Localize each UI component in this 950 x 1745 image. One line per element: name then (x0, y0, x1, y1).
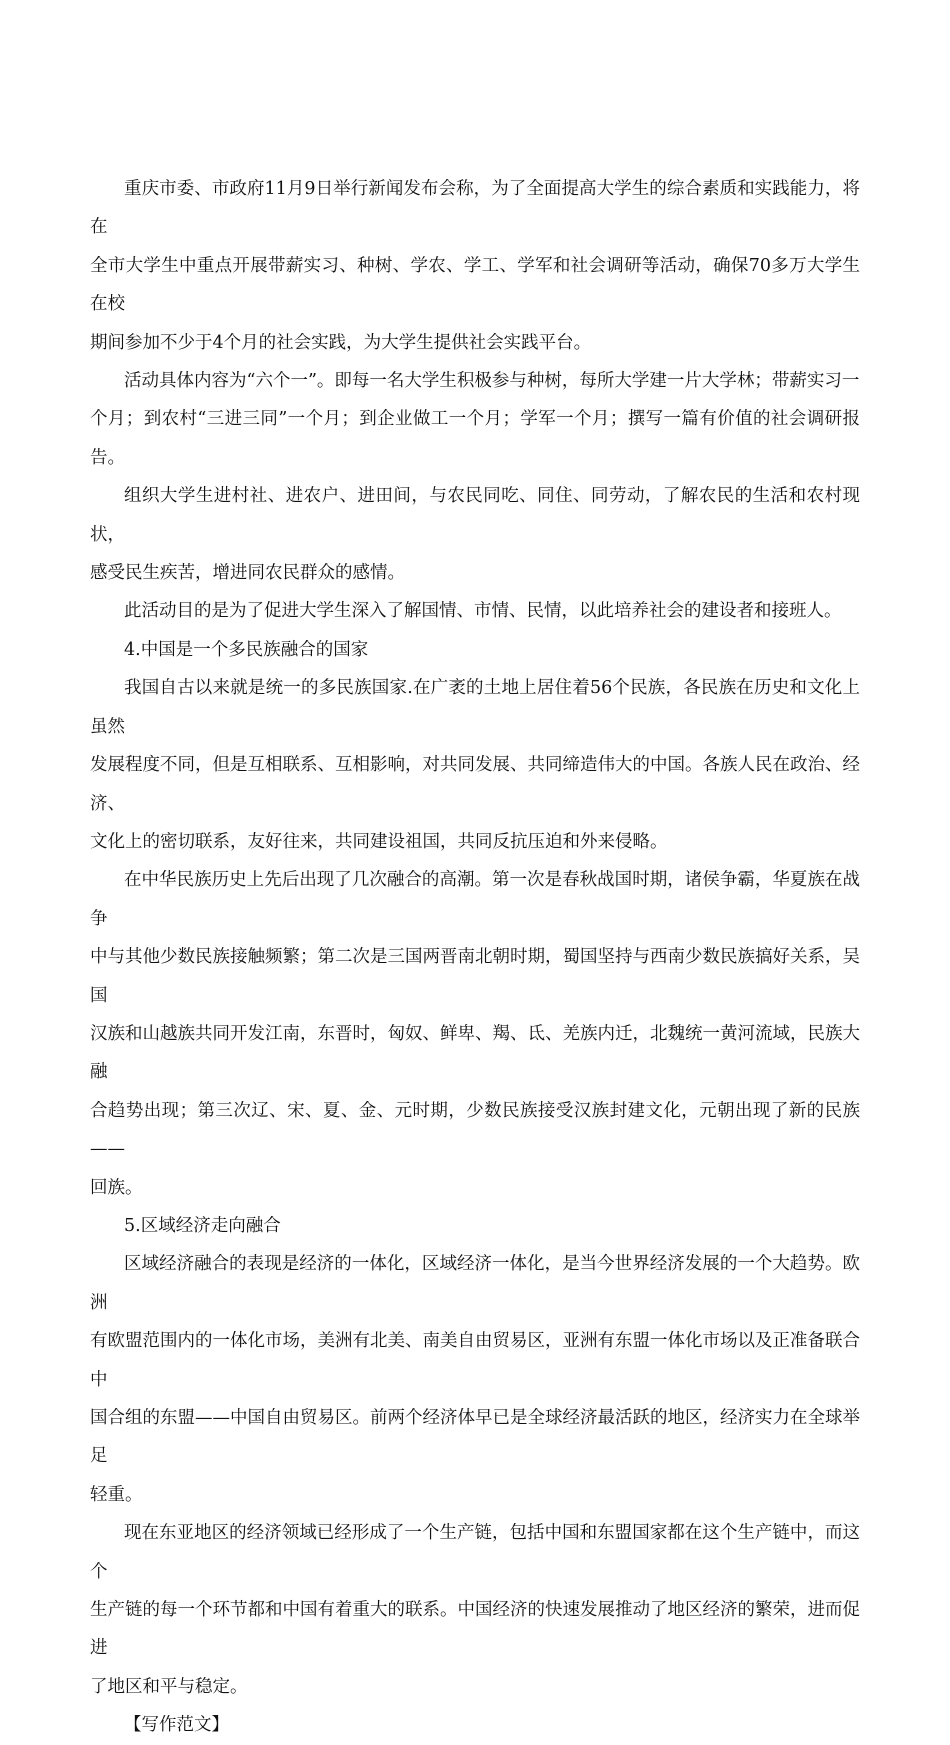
paragraph-ethnic-fusion-history: 在中华民族历史上先后出现了几次融合的高潮。第一次是春秋战国时期，诸侯争霸，华夏族在战争 中与其他少数民族接触频繁；第二次是三国两晋南北朝时期，蜀国坚持与西南少数民族搞好关系，吴国 汉族和山越族共同开发江南，东晋时，匈奴、鲜卑、羯、氐、羌族内迁，北魏统一黄河流域，民族大融 合趋势出现；第三次辽、宋、夏、金、元时期，少数民族接受汉族封建文化，元朝出现了新的民族—— 回族。 (90, 870, 860, 1198)
section-heading-4: 4.中国是一个多民族融合的国家 (124, 639, 369, 660)
paragraph-six-ones: 活动具体内容为“六个一”。即每一名大学生积极参与种树，每所大学建一片大学林；带薪实习一 个月；到农村“三进三同”一个月；到企业做工一个月；学军一个月；撰写一篇有价值的社会调研报告。 (90, 371, 860, 468)
paragraph-east-asia-production-chain: 现在东亚地区的经济领域已经形成了一个生产链，包括中国和东盟国家都在这个生产链中，而这个 生产链的每一个环节都和中国有着重大的联系。中国经济的快速发展推动了地区经济的繁荣，进而促进 了地区和平与稳定。 (90, 1523, 860, 1697)
paragraph-activity-purpose: 此活动目的是为了促进大学生深入了解国情、市情、民情，以此培养社会的建设者和接班人。 (124, 601, 842, 622)
section-heading-writing-sample: 【写作范文】 (124, 1715, 229, 1736)
section-heading-5: 5.区域经济走向融合 (124, 1215, 281, 1236)
paragraph-chongqing-announcement: 重庆市委、市政府11月9日举行新闻发布会称，为了全面提高大学生的综合素质和实践能力，将在 全市大学生中重点开展带薪实习、种树、学农、学工、学军和社会调研等活动，确保70多万大学生在校 期间参加不少于4个月的社会实践，为大学生提供社会实践平台。 (90, 179, 860, 353)
paragraph-regional-integration: 区域经济融合的表现是经济的一体化，区域经济一体化，是当今世界经济发展的一个大趋势。欧洲 有欧盟范围内的一体化市场，美洲有北美、南美自由贸易区，亚洲有东盟一体化市场以及正准备联合中 国合组的东盟——中国自由贸易区。前两个经济体早已是全球经济最活跃的地区，经济实力在全球举足 轻重。 (90, 1254, 860, 1505)
document-body (90, 170, 860, 1745)
paragraph-multi-ethnic-nation: 我国自古以来就是统一的多民族国家.在广袤的土地上居住着56个民族，各民族在历史和文化上虽然 发展程度不同，但是互相联系、互相影响，对共同发展、共同缔造伟大的中国。各族人民在政治、经济、 文化上的密切联系，友好往来，共同建设祖国，共同反抗压迫和外来侵略。 (90, 678, 860, 852)
paragraph-village-visits: 组织大学生进村社、进农户、进田间，与农民同吃、同住、同劳动，了解农民的生活和农村现状， 感受民生疾苦，增进同农民群众的感情。 (90, 486, 860, 584)
